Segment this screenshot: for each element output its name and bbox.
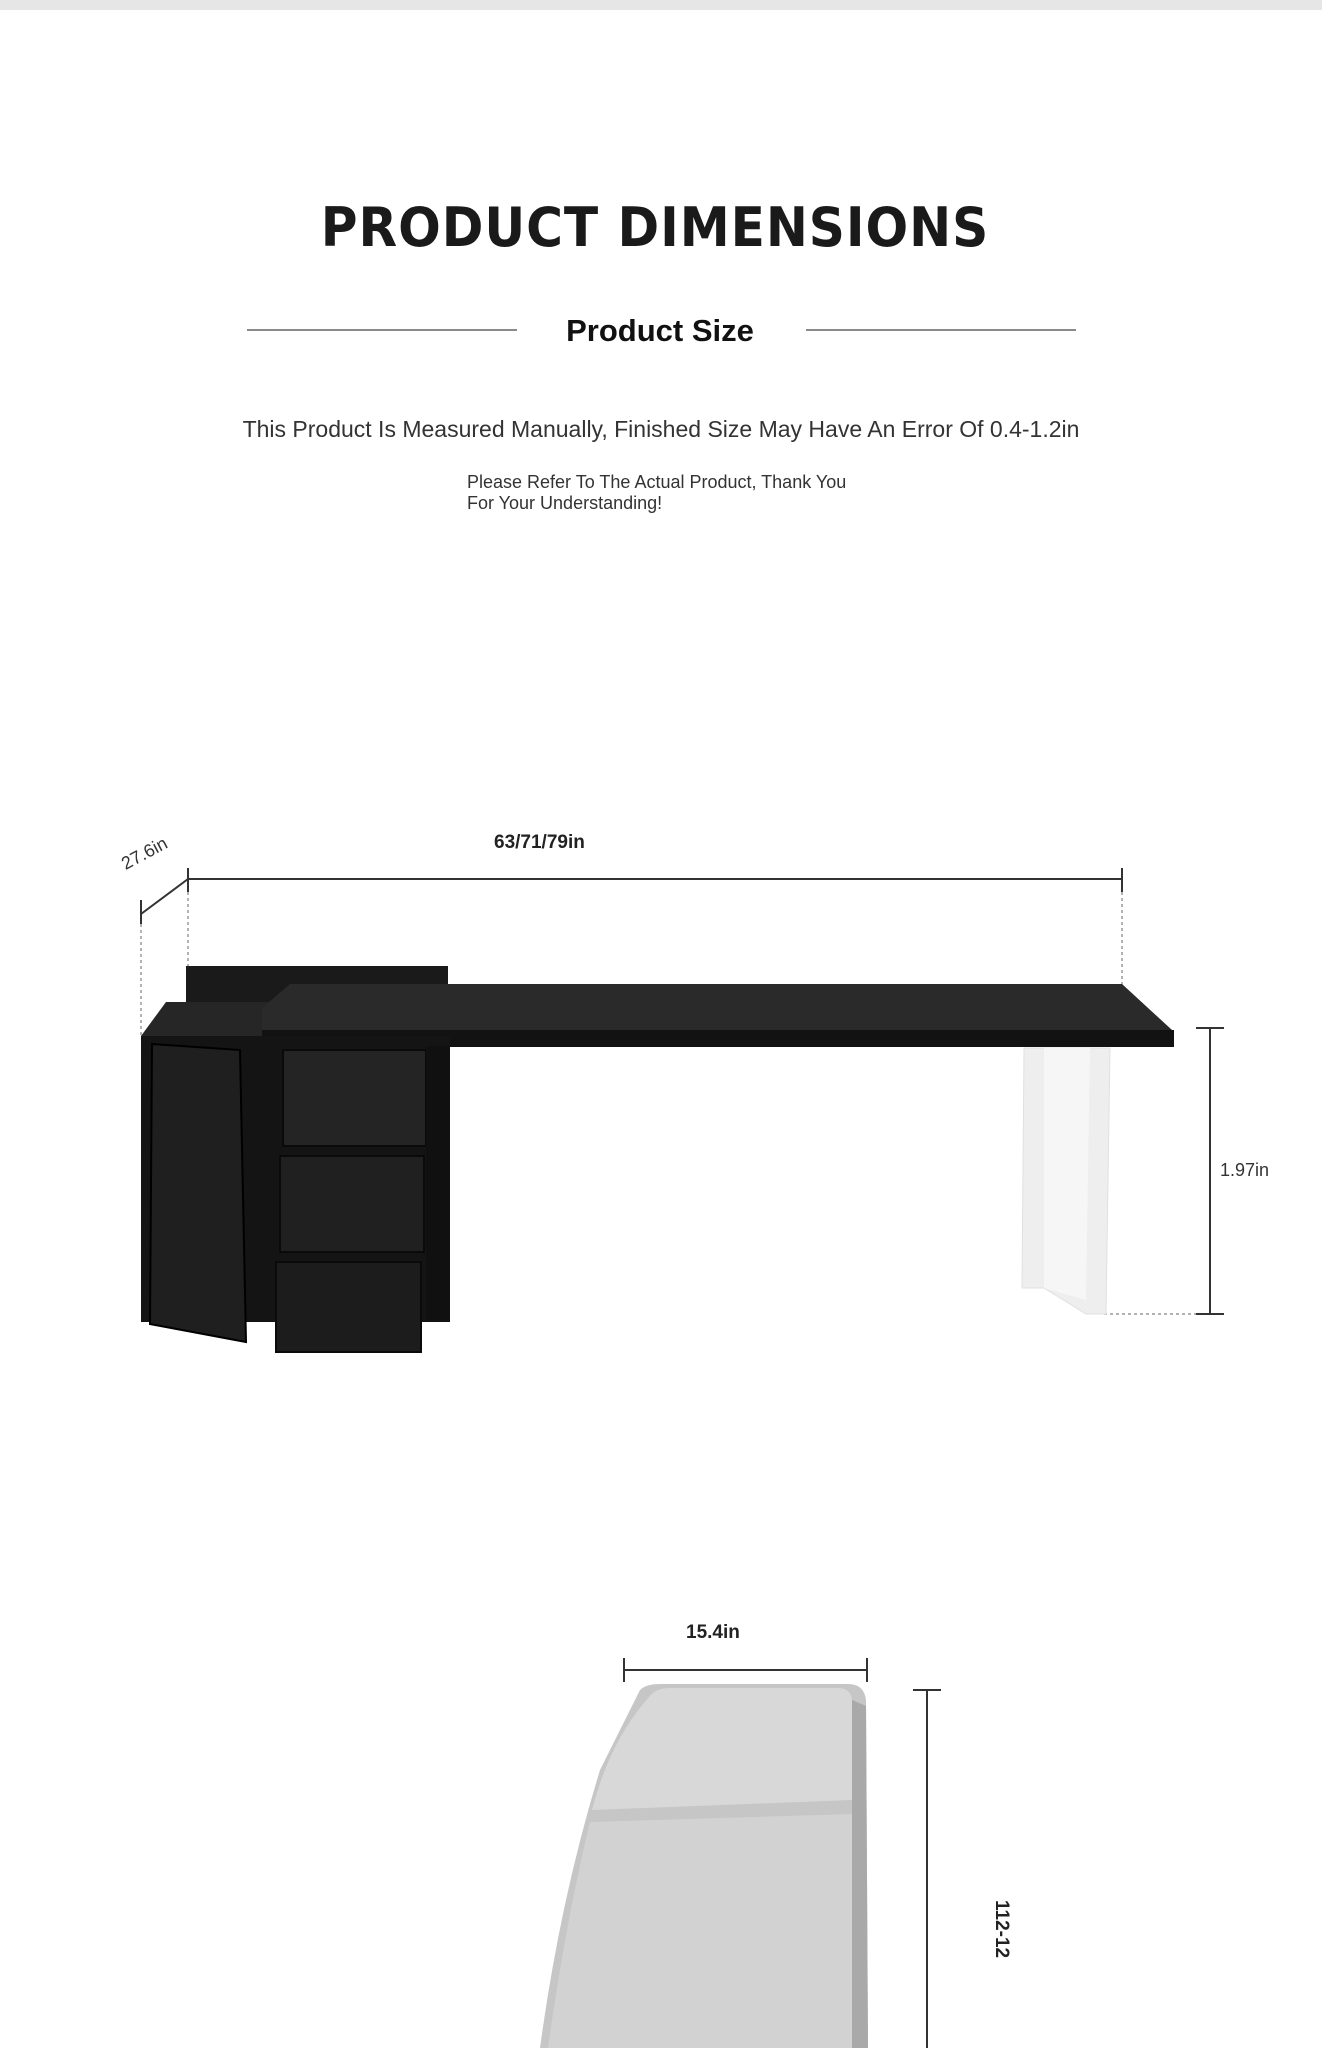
chair-back-cushion: [548, 1814, 852, 2048]
desk-leg-highlight: [1044, 1048, 1090, 1300]
refer-note: Please Refer To The Actual Product, Thank You For Your Understanding!: [467, 472, 847, 513]
chair-illustration: [540, 1658, 941, 2048]
chair-side-edge: [852, 1700, 868, 2048]
cabinet-side: [426, 1046, 450, 1320]
desk-depth-line: [141, 879, 188, 914]
chair-headrest: [592, 1688, 852, 1810]
measurement-note: This Product Is Measured Manually, Finished Size May Have An Error Of 0.4-1.2in: [242, 416, 1080, 442]
chair-width-label: 15.4in: [686, 1622, 740, 1643]
desk-illustration: [141, 868, 1224, 1352]
drawer-middle: [280, 1156, 424, 1252]
desk-height-label: 1.97in: [1220, 1160, 1270, 1180]
desk-top-surface: [262, 984, 1172, 1030]
cabinet-door: [150, 1044, 246, 1342]
desk-width-label: 63/71/79in: [494, 832, 585, 853]
section-subtitle: Product Size: [566, 313, 754, 348]
drawer-bottom: [276, 1262, 421, 1352]
drawer-top: [283, 1050, 426, 1146]
desk-depth-label: 27.6in: [118, 832, 171, 874]
page-title: PRODUCT DIMENSIONS: [320, 196, 990, 259]
chair-height-label: 112-12: [991, 1900, 1012, 1959]
